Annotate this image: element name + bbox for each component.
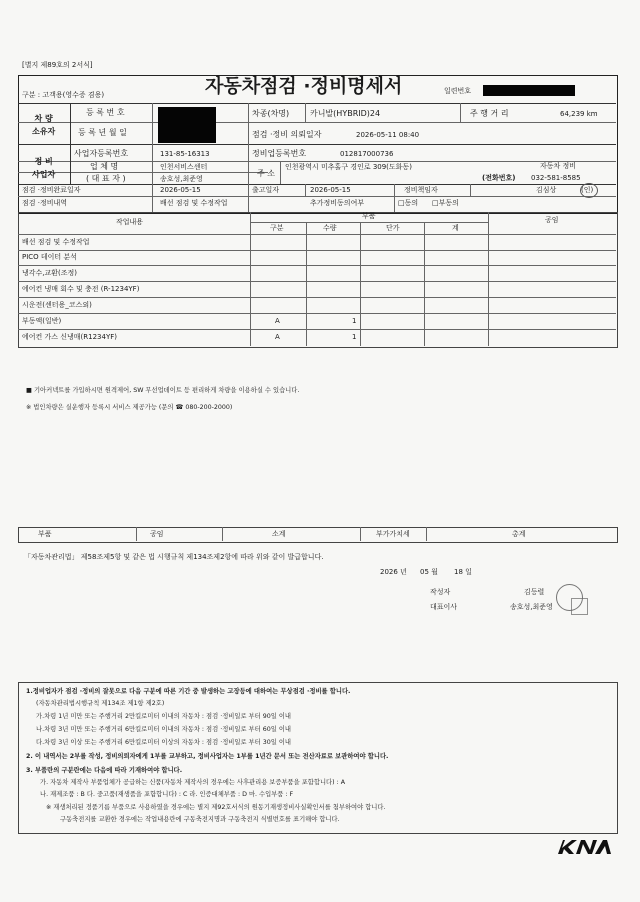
page-title: 자동차점검 ·정비명세서 — [205, 75, 403, 97]
reg-date-label: 등 록 년 월 일 — [78, 128, 127, 137]
shop-name-value: 인천서비스센터 — [160, 163, 208, 171]
term-1-a: 가.차령 1년 미만 또는 주행거리 2만킬로미터 이내의 자동차 : 점검 ·정비일로 부터 90일 이내 — [36, 713, 291, 720]
issue-year: 2026 년 — [380, 568, 407, 576]
row-6-work: 부동액(일반) — [22, 317, 62, 325]
term-2: 2. 이 내역서는 2부를 작성, 정비의뢰자에게 1부를 교부하고, 정비사업자는 1부를 1년간 문서 또는 전산자료로 보관하여야 합니다. — [26, 753, 389, 760]
addr-value: 인천광역시 미추홀구 경인로 309(도화동) — [285, 163, 412, 171]
row-7-work: 에어컨 가스 신냉매(R1234YF) — [22, 333, 117, 341]
ceo-label: 대표이사 — [430, 603, 458, 611]
ceo-value: 송호성,최준영 — [510, 603, 553, 611]
done-value: 2026-05-15 — [160, 186, 201, 194]
form-code: [별지 제89호의 2서식] — [22, 61, 93, 69]
term-1-b: 나.차령 3년 미만 또는 주행거리 6만킬로미터 이내의 자동차 : 점검 ·정비일로 부터 60일 이내 — [36, 726, 291, 733]
serial-redaction — [483, 85, 575, 96]
term-1-ref: (자동차관리법시행규칙 제134조 제1항 제2호) — [36, 700, 165, 707]
manager-label: 정비책임자 — [404, 186, 438, 194]
totals-vat: 부가가치세 — [376, 530, 410, 538]
work-table — [18, 212, 618, 348]
request-date-label: 점검 ·정비 의뢰일자 — [252, 130, 322, 139]
model-label: 차종(차명) — [252, 109, 290, 118]
rep-value: 송호성,최준영 — [160, 175, 203, 183]
term-3-b: 나. 재제조품 : B 다. 중고품(재생품을 포함합니다) : C 라. 인증대체부품 : D 마. 수입부품 : F — [40, 791, 294, 798]
phone-label: (전화번호) — [482, 174, 516, 182]
request-date-value: 2026-05-11 08:40 — [356, 131, 420, 139]
owner-label: 차 량 소유자 — [32, 114, 56, 136]
col-kind: 구분 — [270, 224, 284, 232]
totals-subtotal: 소계 — [272, 530, 286, 538]
company-seal-square-icon — [571, 598, 588, 615]
col-work: 작업내용 — [116, 218, 144, 226]
shop-reg-label: 정비업등록번호 — [252, 149, 307, 158]
totals-total: 총계 — [512, 530, 526, 538]
extra-label: 추가정비동의여부 — [310, 199, 365, 207]
biz-no-value: 131-85-16313 — [160, 150, 210, 158]
row-4-work: 에어컨 냉매 회수 및 충전 (R-1234YF) — [22, 285, 140, 293]
reg-no-label: 등 록 번 호 — [86, 108, 125, 117]
row-7-kind: A — [275, 333, 280, 341]
row-6-qty: 1 — [352, 317, 357, 325]
mileage-label: 주 행 거 리 — [470, 109, 509, 118]
totals-parts: 부품 — [38, 530, 52, 538]
row-6-kind: A — [275, 317, 280, 325]
notice-connect: ■ 기아커넥트를 가입하시면 원격제어, SW 무선업데이트 등 편리하게 차량을 이용하실 수 있습니다. — [26, 387, 300, 394]
shop-reg-value: 012817000736 — [340, 150, 394, 158]
term-1: 1.정비업자가 점검 ·정비의 잘못으로 다음 구분에 따른 기간 중 발생하는 고장등에 대하여는 무상점검 ·정비를 합니다. — [26, 688, 351, 695]
notice-corporate: ※ 법인차량은 실운행자 등록시 서비스 제공가능 (문의 ☎ 080-200-2000) — [26, 404, 233, 411]
row-2-work: PICO 데이터 분석 — [22, 253, 77, 261]
term-1-c: 다.차령 3년 이상 또는 주행거리 6만킬로미터 이상의 자동차 : 점검 ·정비일로 부터 30일 이내 — [36, 739, 291, 746]
shop-side-label: 정 비 사업자 — [32, 157, 56, 179]
detail-label: 점검 ·정비내역 — [22, 199, 68, 207]
out-label: 출고일자 — [252, 186, 280, 194]
totals-labor: 공임 — [150, 530, 164, 538]
col-parts: 부품 — [362, 212, 376, 220]
agree-checkbox[interactable]: □동의 — [398, 199, 419, 207]
term-3-note: ※ 재생처리된 정품기름 부품으로 사용하였을 경우에는 별지 제92호서식의 원동기재생정비사실확인서를 첨부하여야 합니다. — [46, 804, 386, 811]
col-total: 계 — [452, 224, 459, 232]
model-value: 카니발(HYBRID)24 — [310, 109, 381, 118]
term-3-a: 가. 자동차 제작사 부품업체가 공급하는 신품(자동차 제작사의 경우에는 사후관리용 보증부품을 포함합니다) : A — [40, 779, 346, 786]
rep-label: ( 대 표 자 ) — [86, 174, 126, 183]
disagree-checkbox[interactable]: □부동의 — [432, 199, 459, 207]
manager-value: 김심상 — [536, 186, 557, 194]
term-3: 3. 부품란의 구분란에는 다음에 따라 기재하여야 합니다. — [26, 767, 183, 774]
row-7-qty: 1 — [352, 333, 357, 341]
row-5-work: 시운전(센터용_코스외) — [22, 301, 92, 309]
issue-month: 05 월 — [420, 568, 438, 576]
phone-value: 032-581-8585 — [531, 174, 581, 182]
row-3-work: 냉각수,교환(조정) — [22, 269, 78, 277]
done-label: 점검 ·정비완료일자 — [22, 186, 81, 194]
col-qty: 수량 — [323, 224, 337, 232]
issue-day: 18 일 — [454, 568, 472, 576]
issue-statement: 「자동차관리법」 제58조제5항 및 같은 법 시행규칙 제134조제2항에 따라 위와 같이 발급합니다. — [24, 553, 324, 561]
writer-value: 김등렬 — [524, 588, 545, 596]
term-3-battery: 구동축전지를 교환한 경우에는 작업내용란에 구동축전지명과 구동축전지 식별번호를 표기해야 합니다. — [60, 816, 340, 823]
totals-table — [18, 527, 618, 543]
seal-text: (인) — [581, 186, 594, 194]
biz-no-label: 사업자등록번호 — [74, 149, 129, 158]
shop-name-label: 업 체 명 — [90, 162, 119, 171]
writer-label: 작성자 — [430, 588, 451, 596]
category-label: 구분 : 고객용(영수증 겸용) — [22, 91, 105, 99]
addr-label: 주 소 — [257, 169, 275, 178]
reg-redaction — [158, 107, 216, 143]
serial-label: 일련번호 — [444, 87, 472, 95]
row-1-work: 배선 점검 및 수정작업 — [22, 238, 90, 246]
col-unit: 단가 — [386, 224, 400, 232]
kia-logo-icon — [556, 838, 612, 856]
detail-value: 배선 점검 및 수정작업 — [160, 199, 228, 207]
shop-type-value: 자동차 정비 — [540, 162, 577, 170]
out-value: 2026-05-15 — [310, 186, 351, 194]
mileage-value: 64,239 km — [560, 110, 598, 118]
col-labor: 공임 — [545, 216, 559, 224]
